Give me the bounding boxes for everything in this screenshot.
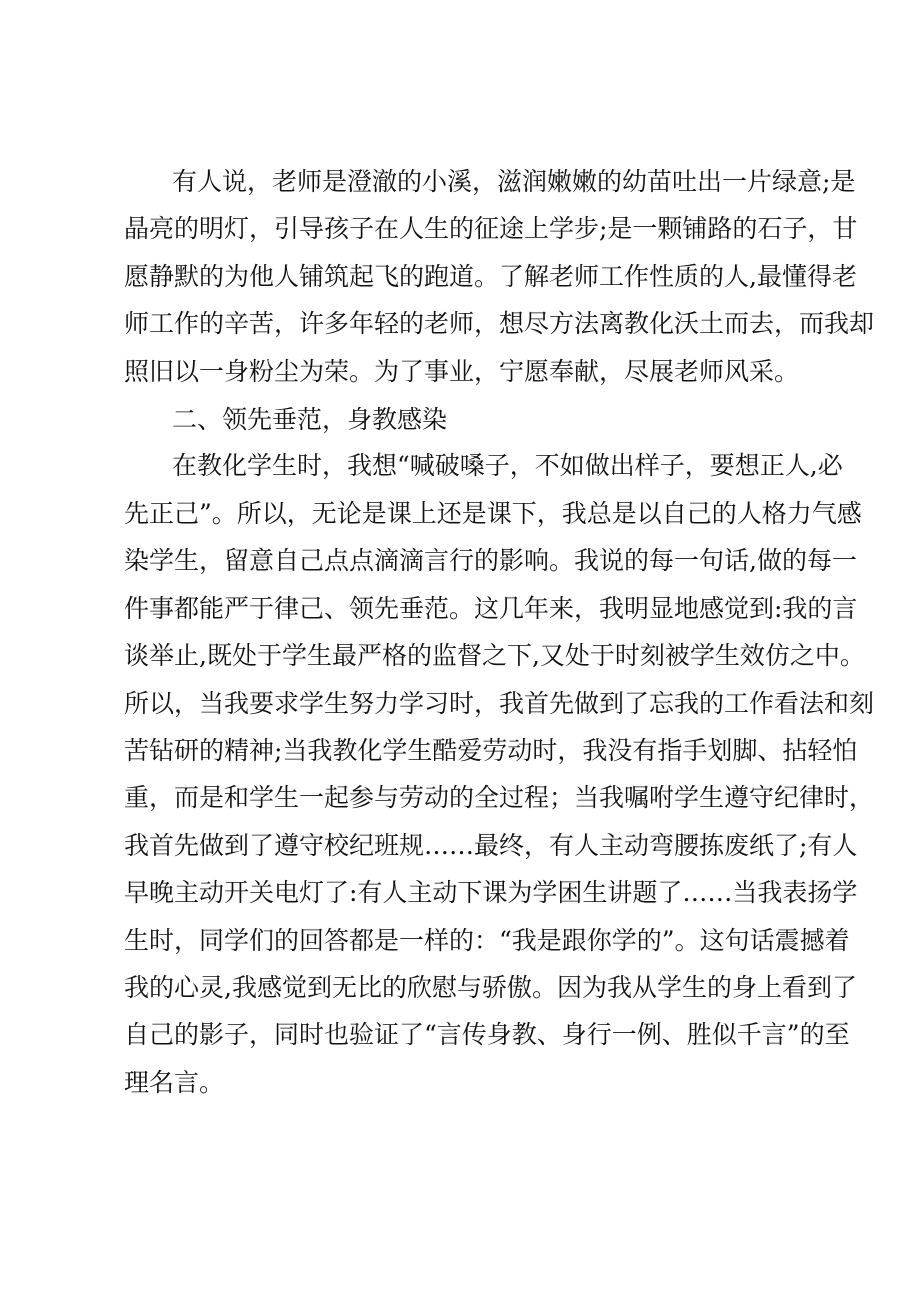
paragraph-2-line-6: 所以，当我要求学生努力学习时，我首先做到了忘我的工作看法和刻 xyxy=(124,689,875,718)
paragraph-2-line-8: 重，而是和学生一起参与劳动的全过程；当我嘱咐学生遵守纪律时， xyxy=(124,783,875,812)
paragraph-2-line-10: 早晚主动开关电灯了:有人主动下课为学困生讲题了……当我表扬学 xyxy=(124,878,858,907)
paragraph-2-line-3: 染学生，留意自己点点滴滴言行的影响。我说的每一句话,做的每一 xyxy=(124,546,857,575)
paragraph-2-line-1: 在教化学生时，我想“喊破嗓子，不如做出样子，要想正人,必 xyxy=(172,451,843,480)
paragraph-2-line-12: 我的心灵,我感觉到无比的欣慰与骄傲。因为我从学生的身上看到了 xyxy=(124,973,857,1002)
paragraph-1-line-5: 照旧以一身粉尘为荣。为了事业，宁愿奉献，尽展老师风采。 xyxy=(124,357,800,386)
paragraph-1-line-1: 有人说，老师是澄澈的小溪，滋润嫩嫩的幼苗吐出一片绿意;是 xyxy=(172,167,856,196)
paragraph-1-line-4: 师工作的辛苦，许多年轻的老师，想尽方法离教化沃土而去，而我却 xyxy=(124,309,875,338)
section-heading: 二、领先垂范，身教感染 xyxy=(172,405,448,434)
paragraph-2-line-4: 件事都能严于律己、领先垂范。这几年来，我明显地感觉到:我的言 xyxy=(124,594,858,623)
paragraph-2-line-5: 谈举止,既处于学生最严格的监督之下,又处于时刻被学生效仿之中。 xyxy=(124,641,865,670)
paragraph-2-line-9: 我首先做到了遵守校纪班规……最终，有人主动弯腰拣废纸了;有人 xyxy=(124,831,858,860)
paragraph-2-line-13: 自己的影子，同时也验证了“言传身教、身行一例、胜似千言”的至 xyxy=(124,1020,850,1049)
paragraph-1-line-3: 愿静默的为他人铺筑起飞的跑道。了解老师工作性质的人,最懂得老 xyxy=(124,262,857,291)
paragraph-1-line-2: 晶亮的明灯，引导孩子在人生的征途上学步;是一颗铺路的石子，甘 xyxy=(124,214,858,243)
paragraph-2-line-7: 苦钻研的精神;当我教化学生酷爱劳动时，我没有指手划脚、拈轻怕 xyxy=(124,736,858,765)
paragraph-2-line-2: 先正己”。所以，无论是课上还是课下，我总是以自己的人格力气感 xyxy=(124,499,862,528)
paragraph-2-line-11: 生时，同学们的回答都是一样的：“我是跟你学的”。这句话震撼着 xyxy=(124,926,850,955)
paragraph-2-line-14: 理名言。 xyxy=(124,1068,225,1097)
